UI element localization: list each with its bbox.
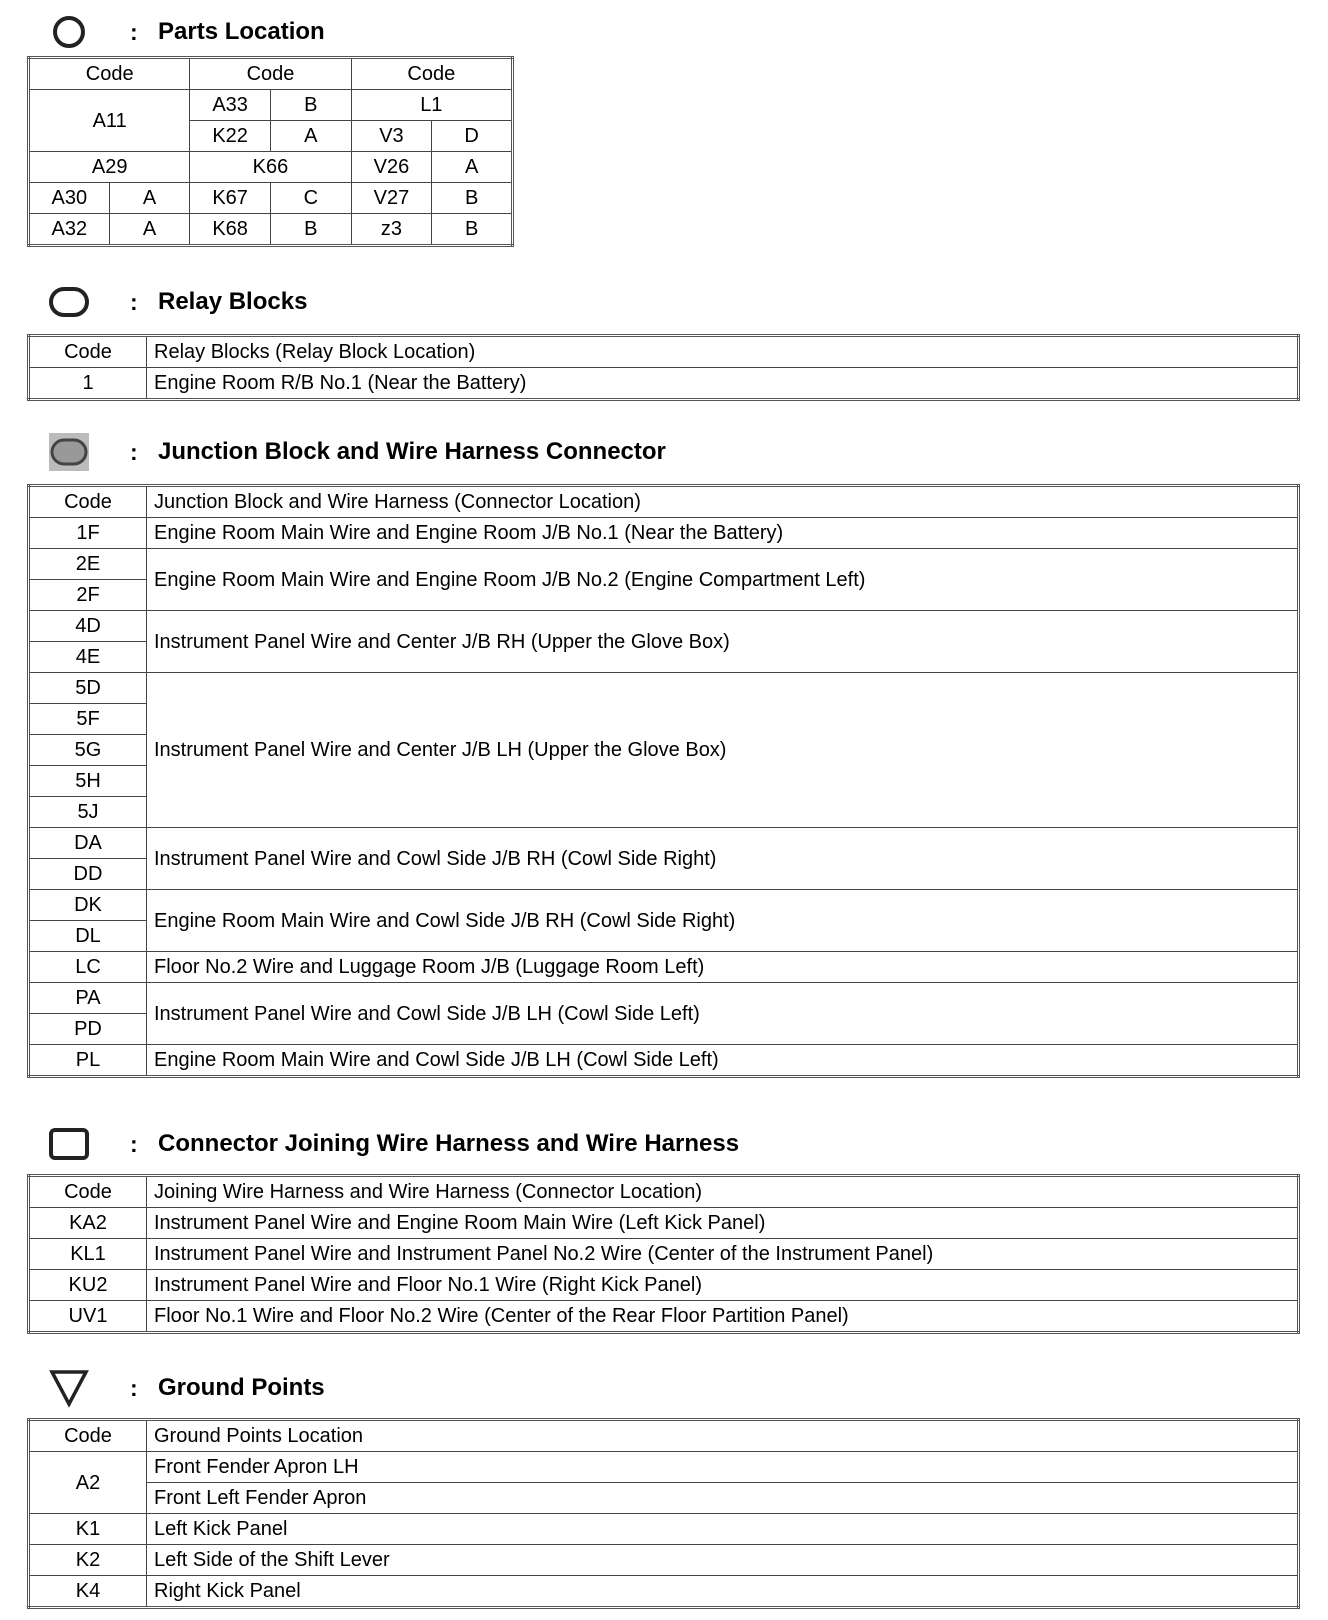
value-cell: A xyxy=(109,183,190,214)
table-header-row xyxy=(29,58,513,90)
table-row xyxy=(29,1208,1299,1239)
connector-header xyxy=(48,1124,739,1164)
code-cell: A29 xyxy=(29,152,190,183)
code-cell: A11 xyxy=(29,90,190,152)
desc-cell: Left Side of the Shift Lever xyxy=(147,1545,1299,1576)
value-cell: B xyxy=(432,183,513,214)
desc-cell: Left Kick Panel xyxy=(147,1514,1299,1545)
header-code-cell: Code xyxy=(29,1176,147,1208)
header-code-cell: Code xyxy=(29,336,147,368)
desc-cell: Engine Room Main Wire and Cowl Side J/B LH (Cowl Side Left) xyxy=(147,1045,1299,1077)
code-cell: K66 xyxy=(190,152,351,183)
connector-table xyxy=(27,1174,1300,1334)
code-cell: K68 xyxy=(190,214,271,246)
code-cell: V3 xyxy=(351,121,432,152)
table-row xyxy=(29,952,1299,983)
code-cell: 2E xyxy=(29,549,147,580)
header-code-cell: Code xyxy=(29,486,147,518)
desc-cell: Floor No.2 Wire and Luggage Room J/B (Luggage Room Left) xyxy=(147,952,1299,983)
code-cell: 1F xyxy=(29,518,147,549)
table-header-row xyxy=(29,336,1299,368)
desc-cell: Engine Room Main Wire and Engine Room J/B No.1 (Near the Battery) xyxy=(147,518,1299,549)
code-cell: 5D xyxy=(29,673,147,704)
code-cell: A2 xyxy=(29,1452,147,1514)
code-cell: K1 xyxy=(29,1514,147,1545)
desc-cell: Floor No.1 Wire and Floor No.2 Wire (Center of the Rear Floor Partition Panel) xyxy=(147,1301,1299,1333)
table-row xyxy=(29,90,513,121)
table-header-row xyxy=(29,486,1299,518)
code-cell: KL1 xyxy=(29,1239,147,1270)
table-row xyxy=(29,611,1299,642)
section-title: Junction Block and Wire Harness Connector xyxy=(158,438,666,465)
value-cell: B xyxy=(270,90,351,121)
code-cell: DD xyxy=(29,859,147,890)
code-cell: DA xyxy=(29,828,147,859)
table-row xyxy=(29,1514,1299,1545)
table-row xyxy=(29,828,1299,859)
code-cell: 4E xyxy=(29,642,147,673)
code-cell: z3 xyxy=(351,214,432,246)
header-desc-cell: Junction Block and Wire Harness (Connector Location) xyxy=(147,486,1299,518)
code-cell: 5G xyxy=(29,735,147,766)
relay-blocks-header xyxy=(48,282,307,322)
table-row xyxy=(29,1239,1299,1270)
value-cell: A xyxy=(432,152,513,183)
code-cell: PD xyxy=(29,1014,147,1045)
relay-blocks-table xyxy=(27,334,1300,401)
parts-location-circle-icon xyxy=(48,12,90,52)
table-row xyxy=(29,152,513,183)
desc-cell: Engine Room Main Wire and Engine Room J/B No.2 (Engine Compartment Left) xyxy=(147,549,1299,611)
desc-cell: Instrument Panel Wire and Floor No.1 Wire (Right Kick Panel) xyxy=(147,1270,1299,1301)
junction-block-shaded-oval-icon xyxy=(48,432,90,472)
table-row xyxy=(29,1045,1299,1077)
code-cell: K2 xyxy=(29,1545,147,1576)
table-row xyxy=(29,983,1299,1014)
value-cell: B xyxy=(270,214,351,246)
ground-points-header xyxy=(48,1368,325,1408)
section-title: Parts Location xyxy=(158,18,325,45)
desc-cell: Right Kick Panel xyxy=(147,1576,1299,1608)
section-title: Connector Joining Wire Harness and Wire Harness xyxy=(158,1130,740,1157)
desc-cell: Instrument Panel Wire and Engine Room Main Wire (Left Kick Panel) xyxy=(147,1208,1299,1239)
section-title: Relay Blocks xyxy=(158,288,308,315)
table-header-row xyxy=(29,1420,1299,1452)
code-cell: 4D xyxy=(29,611,147,642)
header-cell: Code xyxy=(190,58,351,90)
code-cell: LC xyxy=(29,952,147,983)
table-header-row xyxy=(29,1176,1299,1208)
table-row xyxy=(29,518,1299,549)
desc-cell: Engine Room Main Wire and Cowl Side J/B RH (Cowl Side Right) xyxy=(147,890,1299,952)
code-cell: K67 xyxy=(190,183,271,214)
table-row xyxy=(29,673,1299,704)
header-cell: Code xyxy=(351,58,512,90)
code-cell: K4 xyxy=(29,1576,147,1608)
ground-point-triangle-icon xyxy=(48,1368,90,1408)
table-row xyxy=(29,368,1299,400)
code-cell: A33 xyxy=(190,90,271,121)
desc-cell: Engine Room R/B No.1 (Near the Battery) xyxy=(147,368,1299,400)
code-cell: UV1 xyxy=(29,1301,147,1333)
table-row xyxy=(29,183,513,214)
code-cell: K22 xyxy=(190,121,271,152)
desc-cell: Front Left Fender Apron xyxy=(147,1483,1299,1514)
code-cell: A30 xyxy=(29,183,110,214)
code-cell: PL xyxy=(29,1045,147,1077)
code-cell: PA xyxy=(29,983,147,1014)
code-cell: A32 xyxy=(29,214,110,246)
value-cell: A xyxy=(109,214,190,246)
table-row xyxy=(29,1545,1299,1576)
desc-cell: Instrument Panel Wire and Cowl Side J/B LH (Cowl Side Left) xyxy=(147,983,1299,1045)
section-colon: : xyxy=(130,288,138,315)
header-desc-cell: Ground Points Location xyxy=(147,1420,1299,1452)
value-cell: A xyxy=(270,121,351,152)
section-colon: : xyxy=(130,438,138,465)
code-cell: KA2 xyxy=(29,1208,147,1239)
ground-points-table xyxy=(27,1418,1300,1609)
code-cell: 5F xyxy=(29,704,147,735)
code-cell: 1 xyxy=(29,368,147,400)
value-cell: D xyxy=(432,121,513,152)
code-cell: L1 xyxy=(351,90,512,121)
code-cell: KU2 xyxy=(29,1270,147,1301)
desc-cell: Front Fender Apron LH xyxy=(147,1452,1299,1483)
desc-cell: Instrument Panel Wire and Center J/B RH (Upper the Glove Box) xyxy=(147,611,1299,673)
section-colon: : xyxy=(130,1130,138,1157)
section-title: Ground Points xyxy=(158,1374,325,1401)
table-row xyxy=(29,1483,1299,1514)
section-colon: : xyxy=(130,1374,138,1401)
desc-cell: Instrument Panel Wire and Cowl Side J/B RH (Cowl Side Right) xyxy=(147,828,1299,890)
relay-block-oval-icon xyxy=(48,282,90,322)
header-desc-cell: Joining Wire Harness and Wire Harness (Connector Location) xyxy=(147,1176,1299,1208)
junction-block-table xyxy=(27,484,1300,1078)
section-colon: : xyxy=(130,18,138,45)
table-row xyxy=(29,549,1299,580)
parts-location-table xyxy=(27,56,514,247)
parts-location-header xyxy=(48,12,325,52)
code-cell: V26 xyxy=(351,152,432,183)
header-desc-cell: Relay Blocks (Relay Block Location) xyxy=(147,336,1299,368)
code-cell: 5H xyxy=(29,766,147,797)
header-code-cell: Code xyxy=(29,1420,147,1452)
table-row xyxy=(29,890,1299,921)
table-row xyxy=(29,1301,1299,1333)
header-cell: Code xyxy=(29,58,190,90)
value-cell: B xyxy=(432,214,513,246)
value-cell: C xyxy=(270,183,351,214)
code-cell: DK xyxy=(29,890,147,921)
code-cell: 2F xyxy=(29,580,147,611)
table-row xyxy=(29,1576,1299,1608)
code-cell: 5J xyxy=(29,797,147,828)
junction-block-header xyxy=(48,432,666,472)
code-cell: DL xyxy=(29,921,147,952)
connector-rounded-square-icon xyxy=(48,1124,90,1164)
code-cell: V27 xyxy=(351,183,432,214)
table-row xyxy=(29,214,513,246)
table-row xyxy=(29,1452,1299,1483)
table-row xyxy=(29,1270,1299,1301)
desc-cell: Instrument Panel Wire and Center J/B LH (Upper the Glove Box) xyxy=(147,673,1299,828)
desc-cell: Instrument Panel Wire and Instrument Panel No.2 Wire (Center of the Instrument Panel) xyxy=(147,1239,1299,1270)
